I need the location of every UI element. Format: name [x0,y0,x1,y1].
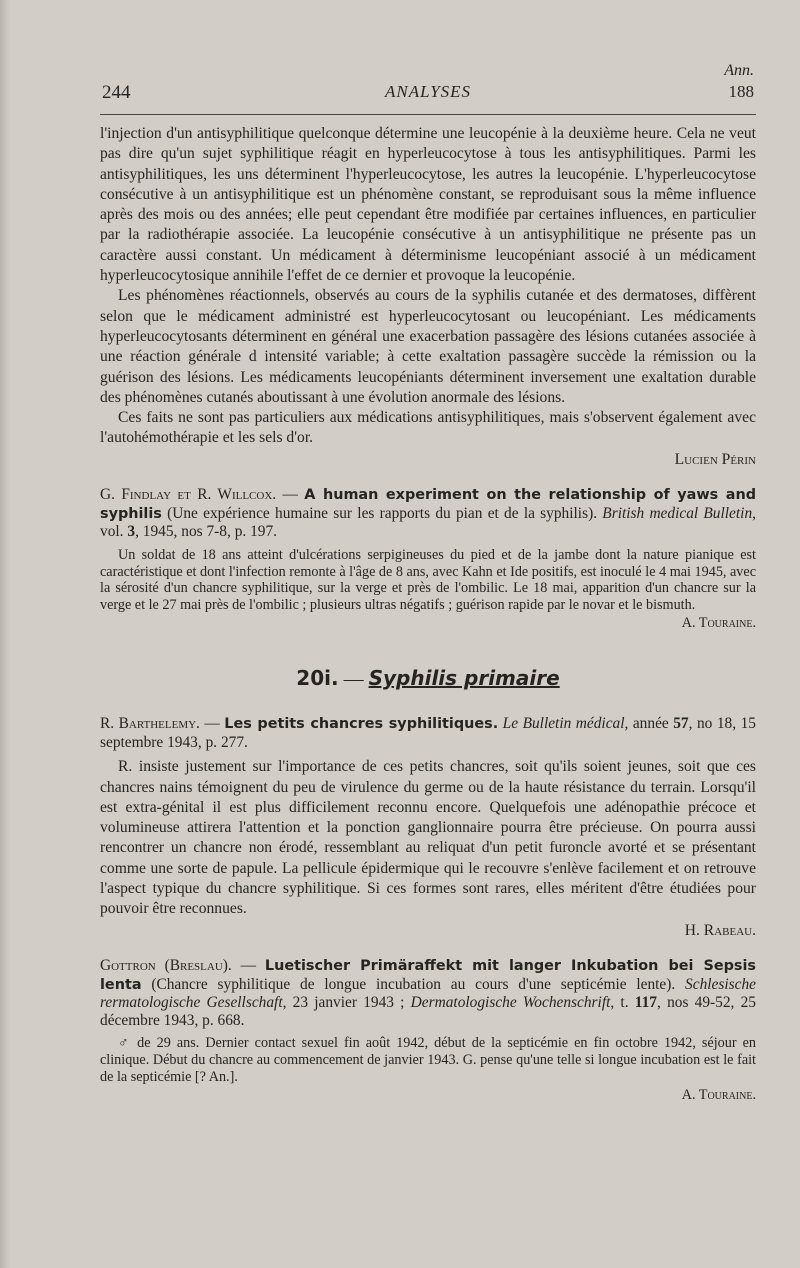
reference-text: , vol. [100,504,756,541]
journal-name: Schlesische rermatologische Gesellschaft [100,975,756,1012]
article-authors: R. Barthelemy. [100,715,200,733]
reference-text: année [628,715,674,733]
article-title: A human experiment on the relationship of yaws and syphilis [100,487,756,522]
article-subtitle: (Une expérience humaine sur les rapports du pian et de la syphilis). [161,504,603,522]
reference-text: , no 18, 15 septembre 1943, p. 277. [100,715,756,751]
volume-number: 57 [673,715,689,733]
volume-number: 117 [634,994,658,1012]
page-number: 244 [102,82,131,103]
article-title: Luetischer Primäraffekt mit langer Inkubation bei Sepsis lenta [100,957,756,993]
article-authors: Gottron (Breslau). [100,956,232,974]
page-edge-shadow [0,0,10,1268]
reference-text: , t. [610,994,635,1012]
header-rule [100,114,756,115]
article-signature: A. Touraine. [681,1086,756,1103]
article-reference [100,957,756,1029]
separator-dash: — [338,667,369,690]
journal-name: British medical Bulletin [602,504,753,522]
journal-name: Dermatologische Wochenschrift [410,994,611,1012]
section-title: Syphilis primaire [368,665,560,690]
article-title: Les petits chancres syphilitiques. [224,716,499,733]
article-signature: Lucien Périn [674,450,756,468]
separator-dash: — [276,486,305,504]
article-signature: A. Touraine. [681,615,756,632]
annales-page-number: 188 [728,82,754,101]
page-body [100,124,756,1104]
article-paragraph: Les phénomènes réactionnels, observés au cours de la syphilis cutanée et des dermatoses, diffèrent selon que le médicament administré est hyperleucocytosant ou leucopéniant. Les médicaments hyperleucocytosants déterminent en général une exacerbation passagère des lésions cutanées associée à une réaction générale d intensité variable; à cette exaltation passagère succède la rémission ou la guérison des lésions. Les médicaments leucopéniants déterminent inversement une exaltation durable des phénomènes cutanés aboutissant à une évolution anormale des lésions. [100,287,756,406]
article-abstract: ♂ de 29 ans. Dernier contact sexuel fin août 1942, début de la septicémie en fin octobre 1942, séjour en clinique. Début du chancre au commencement de janvier 1943. G. pense qu'une telle si longue incubation est le fait de la septicémie [? An.]. [100,1035,756,1085]
section-heading [100,665,756,690]
journal-name: Le Bulletin médical, [498,715,629,733]
article-paragraph: l'injection d'un antisyphilitique quelconque détermine une leucopénie à la deuxième heure. Cela ne veut pas dire qu'un sujet syphilitique réagit en hyperleucocytose à tous les antisyphilitiques. Parmi les antisyphilitiques, les uns déterminent l'hyperleucocytose, les autres la leucopénie. L'hyperleucocytose consécutive à un antisyphilitique est un phénomène constant, se reproduisant sous la même influence après des mois ou des années; elle peut cependant être modifiée par certaines influences, en particulier par la radiothérapie associée. La leucopénie consécutive à un antisyphilitique ne présente pas un caractère aussi constant. Un médicament à déterminisme leucopéniant associé à un médicament hyperleucocytosique annihile l'effet de ce dernier et provoque la leucopénie. [100,125,756,285]
article-abstract: R. insiste justement sur l'importance de ces petits chancres, soit qu'ils soient jeunes, soit que ces chancres nains témoignent du peu de virulence du germe ou de la haute résistance du terrain. Lorsqu'il est extra-génital il est plus difficilement reconnu encore. Quelquefois une adénopathie précoce et volumineuse attirera l'attention et la ponction ganglionnaire pourra être précieuse. On pourra aussi rencontrer un chancre non érodé, ressemblant au reliquat d'un petit furoncle avorté et se présentant comme une sorte de papule. La pellicule épidermique qui le recouvre s'enlève facilement et on retrouve l'aspect typique du chancre syphilitique. Si ces formes sont rares, elles méritent d'être étudiées pour pouvoir être reconnues. [100,758,756,918]
article-reference [100,715,756,751]
annales-label: Ann. [724,62,754,79]
volume-number: 3 [127,523,136,541]
running-title: ANALYSES [384,82,472,101]
section-number: 20i. [296,665,339,690]
article-authors: G. Findlay et R. Willcox. [100,486,277,504]
reference-text: , 1945, nos 7-8, p. 197. [135,523,278,541]
separator-dash: — [231,956,265,974]
page-header [100,60,756,105]
separator-dash: — [199,715,225,733]
article-signature: H. Rabeau. [684,921,756,939]
reference-text: , 23 janvier 1943 ; [282,994,411,1012]
reference-text: , nos 49-52, 25 décembre 1943, p. 668. [100,994,757,1029]
article-paragraph: Ces faits ne sont pas particuliers aux médications antisyphilitiques, mais s'observent également avec l'autohémothérapie et les sels d'or. [100,409,756,447]
article-reference [100,486,756,541]
article-abstract: Un soldat de 18 ans atteint d'ulcérations serpigineuses du pied et de la jambe dont la nature pianique est caractéristique et dont l'infection remonte à l'âge de 8 ans, avec Kahn et Ide positifs, est inoculé le 4 mai 1945, avec la sérosité d'un chancre syphilitique, sur la verge et près de l'ombilic. Le 18 mai, apparition d'un chancre sur la verge et le 27 mai près de l'ombilic ; plusieurs ultras négatifs ; guérison rapide par le novar et le bismuth. [100,546,756,614]
article-subtitle: (Chancre syphilitique de longue incubation au cours d'une septicémie lente). [141,975,686,993]
